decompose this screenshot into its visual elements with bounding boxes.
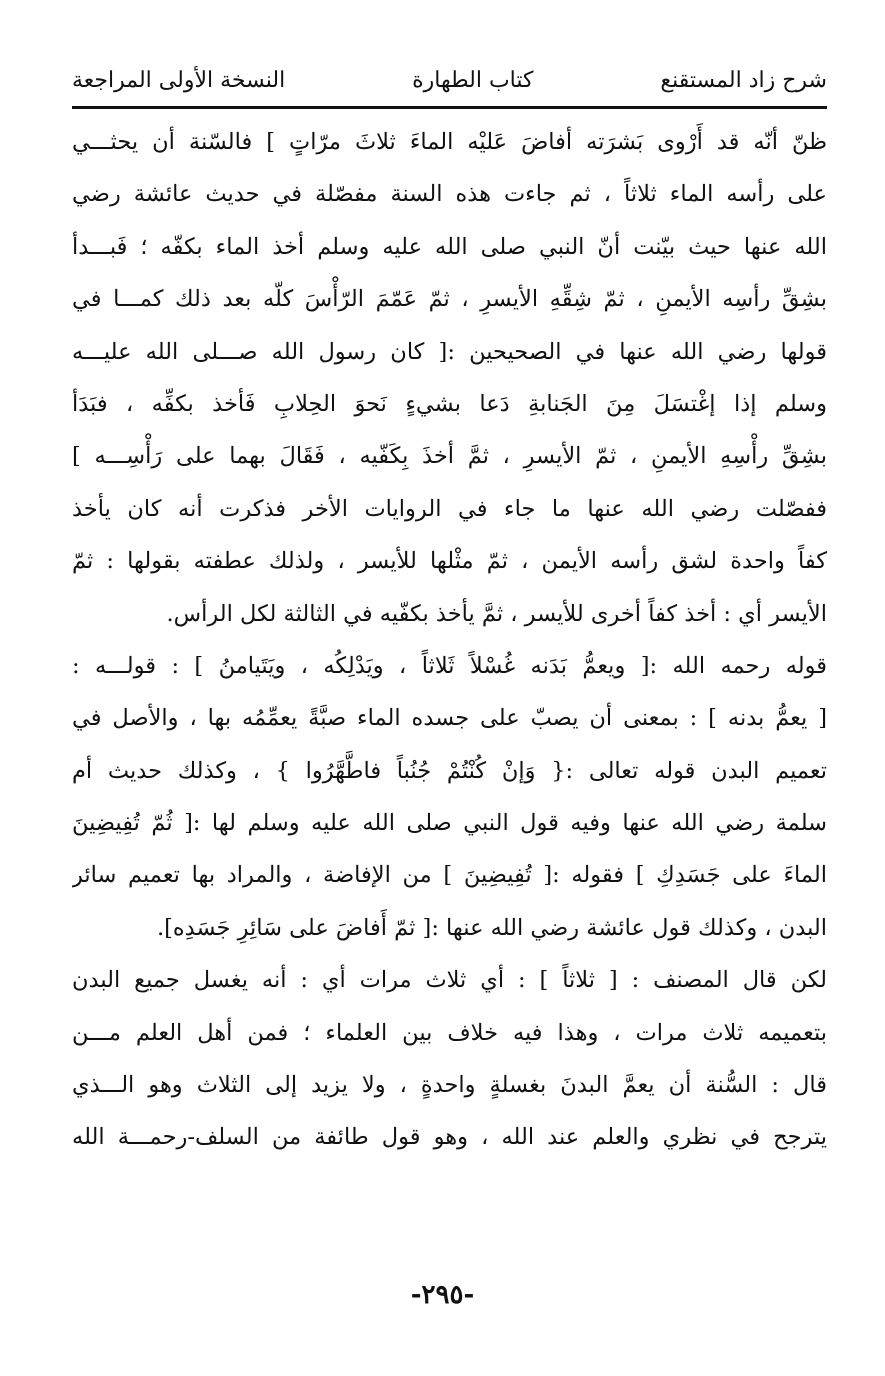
text-line: سلمة رضي الله عنها وفيه قول النبي صلى الله عليه وسلم لها :[ ثُمّ تُفِيضِينَ [72,810,827,837]
text-line: قال : السُّنة أن يعمَّ البدنَ بغسلةٍ واحدةٍ ، ولا يزيد إلى الثلاث وهو الـــذي [72,1072,827,1099]
text-line: الله عنها حيث بيّنت أنّ النبي صلى الله عليه وسلم أخذ الماء بكفّه ؛ فَبـــدأ [72,233,827,260]
page-header [72,58,827,102]
text-line: ظنّ أنّه قد أَرْوى بَشرَته أفاضَ عَليْه الماءَ ثلاثَ مرّاتٍ ] فالسّنة أن يحثـــي [72,129,827,155]
text-line: قولها رضي الله عنها في الصحيحين :[ كان رسول الله صـــلى الله عليـــه [72,338,827,365]
text-line: على رأسه الماء ثلاثاً ، ثم جاءت هذه السنة مفصّلة في حديث عائشة رضي [72,181,827,208]
text-line: كفاً واحدة لشق رأسه الأيمن ، ثمّ مثْلها للأيسر ، ولذلك عطفته بقولها : ثمّ [72,548,827,575]
text-line: الماءَ على جَسَدِكِ ] فقوله :[ تُفِيضِينَ ] من الإفاضة ، والمراد بها تعميم سائر [72,862,827,889]
header-edition-note: النسخة الأولى المراجعة [72,67,286,93]
text-line: بشِقِّ رأْسِهِ الأيمنِ ، ثمّ الأيسرِ ، ثمَّ أخذَ بِكَفّيه ، فَقَالَ بهما على رَأْسِـــه ] [72,443,827,470]
header-divider [72,106,827,109]
text-line: بشِقِّ رأسِه الأيمنِ ، ثمّ شِقِّهِ الأيسرِ ، ثمّ عَمّمَ الرّأْسَ كلّه بعد ذلك كمـــا في [72,286,827,313]
text-line: وسلم إذا إغْتسَلَ مِنَ الجَنابةِ دَعا بشيءٍ نَحوَ الحِلابِ فَأخذ بكفِّه ، فبَدَأ [72,390,827,417]
text-line: البدن ، وكذلك قول عائشة رضي الله عنها :[ ثمّ أَفاضَ على سَائِرِ جَسَدِه]. [156,914,827,941]
text-line: قوله رحمه الله :[ ويعمُّ بَدَنه غُسْلاً ثَلاثاً ، ويَدْلِكُه ، ويَتَيامنُ ] : قولـــه : [72,652,827,679]
page-number: -٢٩٥- [410,1280,475,1310]
text-line: ففصّلت رضي الله عنها ما جاء في الروايات الأخر فذكرت أنه كان يأخذ [72,495,827,522]
body-text [72,116,827,1164]
text-line: الأيسر أي : أخذ كفاً أخرى للأيسر ، ثمَّ يأخذ بكفّيه في الثالثة لكل الرأس. [166,600,827,627]
text-line: [ يعمُّ بدنه ] : بمعنى أن يصبّ على جسده الماء صبَّةً يعمِّمُه بها ، والأصل في [72,705,827,732]
header-chapter-title: كتاب الطهارة [412,67,534,93]
text-line: لكن قال المصنف : [ ثلاثاً ] : أي ثلاث مرات أي : أنه يغسل جميع البدن [72,967,827,994]
text-line: بتعميمه ثلاث مرات ، وهذا فيه خلاف بين العلماء ؛ فمن أهل العلم مـــن [72,1019,827,1046]
text-line: يترجح في نظري والعلم عند الله ، وهو قول طائفة من السلف-رحمـــة الله [72,1124,827,1151]
text-line: تعميم البدن قوله تعالى :{ وَإنْ كُنْتُمْ جُنُباً فاطَّهَّرُوا } ، وكذلك حديث أم [72,757,827,784]
header-book-title: شرح زاد المستقنع [660,67,827,93]
